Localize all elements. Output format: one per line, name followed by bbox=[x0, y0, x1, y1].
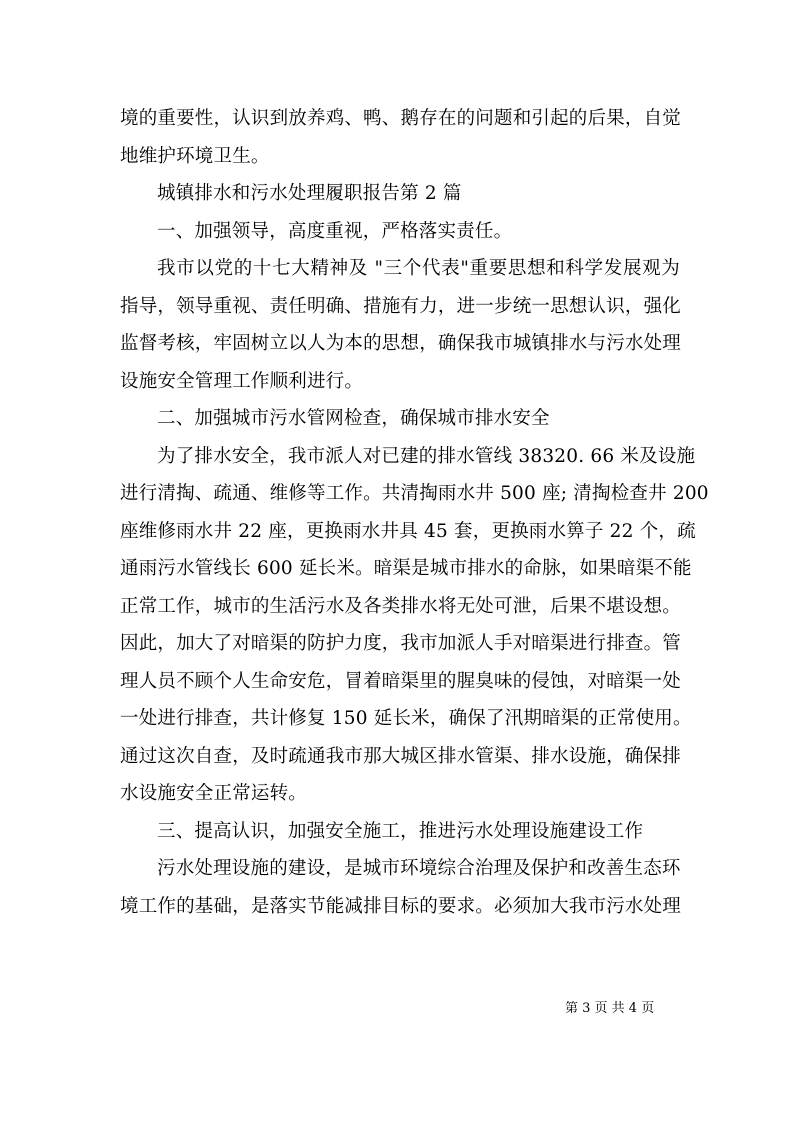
document-body bbox=[120, 100, 709, 925]
text-line: 正常工作，城市的生活污水及各类排水将无处可泄，后果不堪设想。 bbox=[120, 595, 682, 617]
text-line: 二、加强城市污水管网检查，确保城市排水安全 bbox=[157, 408, 550, 429]
text-line: 境工作的基础，是落实节能减排目标的要求。必须加大我市污水处理 bbox=[120, 895, 682, 917]
text-line: 水设施安全正常运转。 bbox=[120, 783, 308, 804]
text-line: 通雨污水管线长 600 延长米。暗渠是城市排水的命脉，如果暗渠不能 bbox=[120, 558, 692, 579]
text-line: 我市以党的十七大精神及 "三个代表"重要思想和科学发展观为 bbox=[157, 258, 680, 279]
text-line: 理人员不顾个人生命安危，冒着暗渠里的腥臭味的侵蚀，对暗渠一处 bbox=[120, 670, 682, 692]
text-line: 城镇排水和污水处理履职报告第 2 篇 bbox=[157, 183, 462, 204]
text-line: 为了排水安全，我市派人对已建的排水管线 38320. 66 米及设施 bbox=[157, 445, 696, 467]
text-line: 通过这次自查，及时疏通我市那大城区排水管渠、排水设施，确保排 bbox=[120, 745, 682, 767]
text-line: 进行清掏、疏通、维修等工作。共清掏雨水井 500 座; 清掏检查井 200 bbox=[120, 483, 709, 504]
text-line: 设施安全管理工作顺利进行。 bbox=[120, 370, 364, 392]
text-line: 地维护环境卫生。 bbox=[120, 145, 270, 167]
text-line: 指导，领导重视、责任明确、措施有力，进一步统一思想认识，强化 bbox=[120, 295, 682, 317]
text-line: 一处进行排查，共计修复 150 延长米，确保了汛期暗渠的正常使用。 bbox=[120, 708, 692, 729]
text-line: 境的重要性，认识到放养鸡、鸭、鹅存在的问题和引起的后果，自觉 bbox=[120, 108, 682, 129]
text-line: 三、提高认识，加强安全施工，推进污水处理设施建设工作 bbox=[157, 820, 644, 842]
text-line: 一、加强领导，高度重视，严格落实责任。 bbox=[157, 220, 513, 242]
text-line: 监督考核，牢固树立以人为本的思想，确保我市城镇排水与污水处理 bbox=[120, 333, 682, 354]
page-number-footer: 第 3 页 共 4 页 bbox=[565, 1001, 655, 1016]
text-line: 座维修雨水井 22 座，更换雨水井具 45 套，更换雨水箅子 22 个，疏 bbox=[120, 520, 696, 542]
text-line: 因此，加大了对暗渠的防护力度，我市加派人手对暗渠进行排查。管 bbox=[120, 633, 682, 654]
text-line: 污水处理设施的建设，是城市环境综合治理及保护和改善生态环 bbox=[157, 858, 681, 879]
